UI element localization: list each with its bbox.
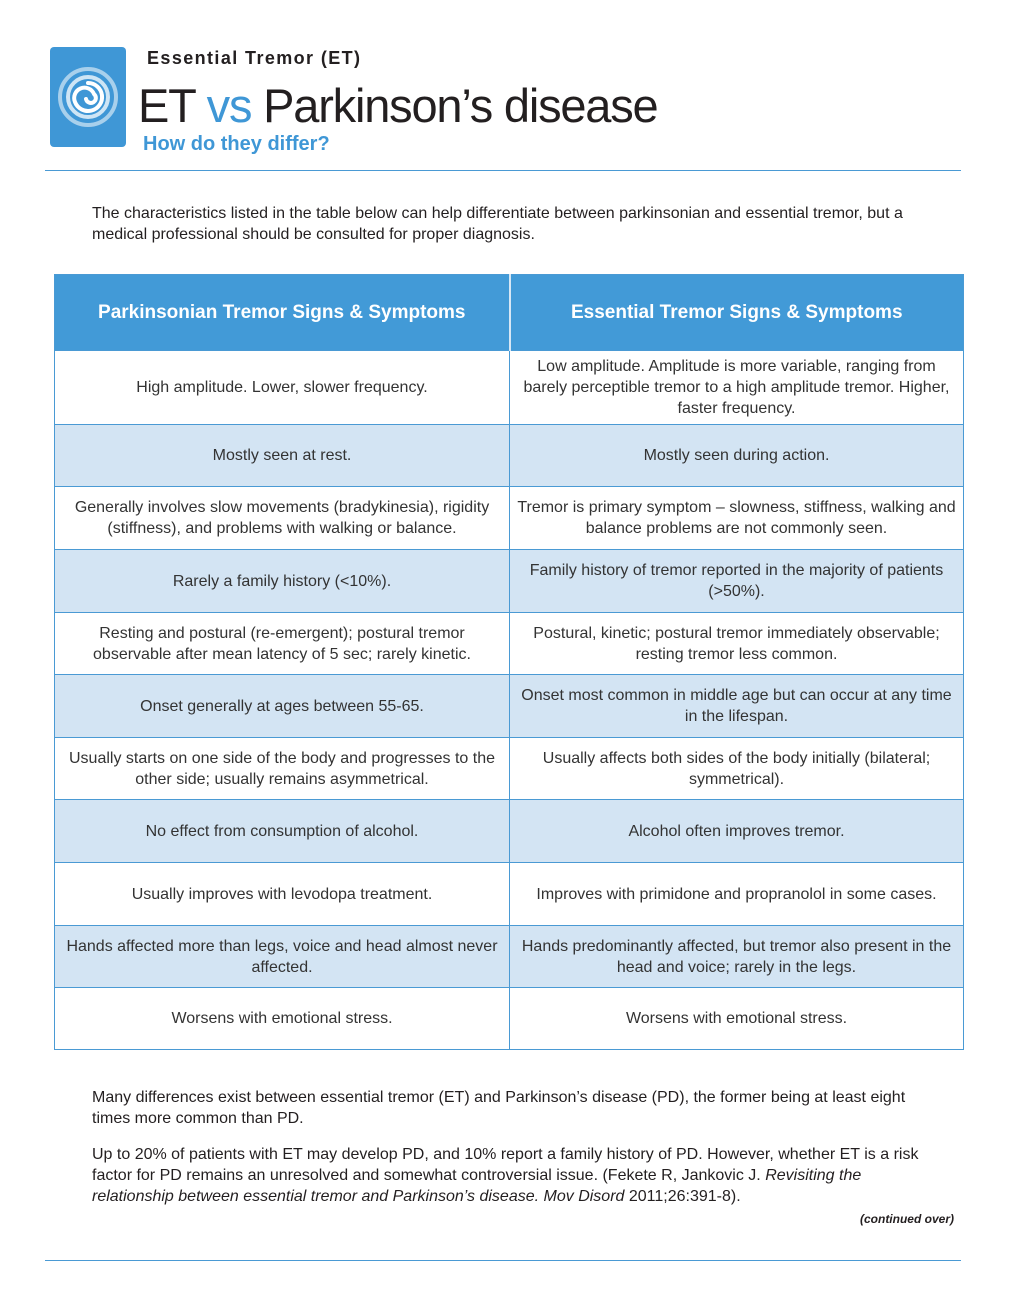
table-header-row bbox=[55, 275, 964, 351]
table-row bbox=[55, 800, 964, 863]
cell-essential: Tremor is primary symptom – slowness, stiffness, walking and balance problems are not commonly seen. bbox=[510, 487, 964, 550]
footer-paragraph-1: Many differences exist between essential tremor (ET) and Parkinson’s disease (PD), the former being at least eight times more common than PD. bbox=[92, 1089, 906, 1127]
cell-essential: Low amplitude. Amplitude is more variable, ranging from barely perceptible tremor to a high amplitude tremor. Higher, faster frequency. bbox=[510, 351, 964, 425]
spiral-logo-icon bbox=[50, 47, 126, 147]
cell-essential: Usually affects both sides of the body initially (bilateral; symmetrical). bbox=[510, 738, 964, 800]
cell-parkinsonian: High amplitude. Lower, slower frequency. bbox=[55, 351, 510, 425]
citation-title: Revisiting the relationship between essential tremor and Parkinson’s disease. Mov Disord bbox=[92, 1167, 862, 1205]
cell-essential: Hands predominantly affected, but tremor also present in the head and voice; rarely in the legs. bbox=[510, 926, 964, 988]
footer-p2-text: Up to 20% of patients with ET may develop PD, and 10% report a family history of PD. However, whether ET is a risk factor for PD remains an unresolved and somewhat controversial issue. (Fekete R, Jankovic J. bbox=[92, 1146, 919, 1184]
cell-essential: Family history of tremor reported in the majority of patients (>50%). bbox=[510, 550, 964, 613]
cell-essential: Alcohol often improves tremor. bbox=[510, 800, 964, 863]
cell-parkinsonian: Rarely a family history (<10%). bbox=[55, 550, 510, 613]
top-divider bbox=[45, 170, 961, 171]
title-part-vs: vs bbox=[206, 79, 252, 132]
title-part-et: ET bbox=[138, 79, 207, 132]
cell-essential: Postural, kinetic; postural tremor immediately observable; resting tremor less common. bbox=[510, 613, 964, 675]
table-row bbox=[55, 863, 964, 926]
page-subtitle: How do they differ? bbox=[143, 133, 330, 155]
header-essential: Essential Tremor Signs & Symptoms bbox=[510, 275, 964, 351]
cell-essential: Improves with primidone and propranolol in some cases. bbox=[510, 863, 964, 926]
cell-parkinsonian: Worsens with emotional stress. bbox=[55, 988, 510, 1050]
cell-essential: Worsens with emotional stress. bbox=[510, 988, 964, 1050]
table-row bbox=[55, 675, 964, 738]
header-parkinsonian: Parkinsonian Tremor Signs & Symptoms bbox=[55, 275, 510, 351]
cell-parkinsonian: Mostly seen at rest. bbox=[55, 425, 510, 487]
page-title bbox=[138, 78, 658, 134]
cell-essential: Onset most common in middle age but can occur at any time in the lifespan. bbox=[510, 675, 964, 738]
table-row bbox=[55, 487, 964, 550]
header-kicker: Essential Tremor (ET) bbox=[147, 48, 362, 68]
table-row bbox=[55, 926, 964, 988]
intro-paragraph: The characteristics listed in the table below can help differentiate between parkinsonian and essential tremor, but a medical professional should be consulted for proper diagnosis. bbox=[92, 205, 903, 243]
cell-parkinsonian: Hands affected more than legs, voice and head almost never affected. bbox=[55, 926, 510, 988]
bottom-divider bbox=[45, 1260, 961, 1261]
cell-parkinsonian: Usually starts on one side of the body and progresses to the other side; usually remains asymmetrical. bbox=[55, 738, 510, 800]
title-part-parkinsons: Parkinson’s disease bbox=[251, 79, 658, 132]
table-row bbox=[55, 738, 964, 800]
table-row bbox=[55, 425, 964, 487]
comparison-table bbox=[54, 274, 964, 1050]
citation-details: 2011;26:391-8). bbox=[624, 1188, 741, 1205]
footer-paragraph-2 bbox=[92, 1144, 932, 1207]
table-row bbox=[55, 351, 964, 425]
cell-parkinsonian: Usually improves with levodopa treatment. bbox=[55, 863, 510, 926]
cell-parkinsonian: No effect from consumption of alcohol. bbox=[55, 800, 510, 863]
cell-parkinsonian: Resting and postural (re-emergent); postural tremor observable after mean latency of 5 sec; rarely kinetic. bbox=[55, 613, 510, 675]
cell-parkinsonian: Onset generally at ages between 55-65. bbox=[55, 675, 510, 738]
table-row bbox=[55, 613, 964, 675]
table-row bbox=[55, 988, 964, 1050]
continued-note: (continued over) bbox=[859, 1212, 954, 1226]
table-row bbox=[55, 550, 964, 613]
cell-parkinsonian: Generally involves slow movements (bradykinesia), rigidity (stiffness), and problems with walking or balance. bbox=[55, 487, 510, 550]
cell-essential: Mostly seen during action. bbox=[510, 425, 964, 487]
